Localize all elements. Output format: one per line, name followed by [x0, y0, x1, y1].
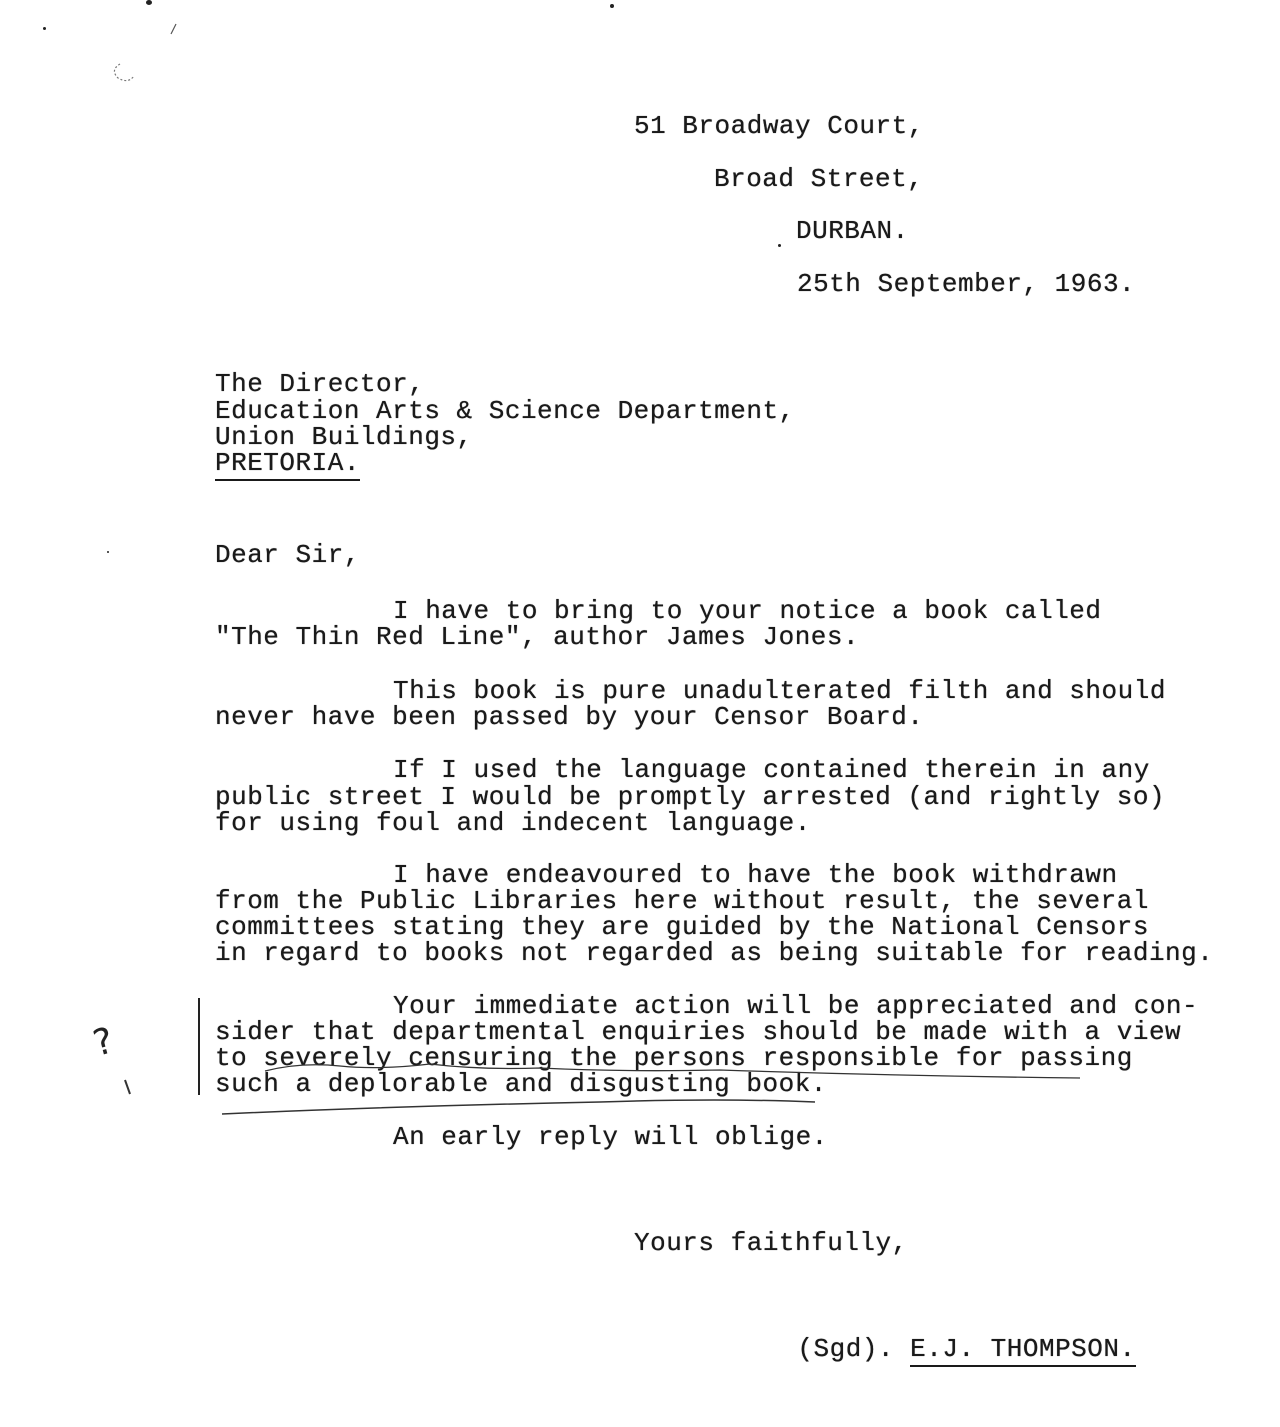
paragraph-5-line-2: sider that departmental enquiries should be made with a view: [215, 1017, 1182, 1047]
speck: [43, 27, 46, 30]
paragraph-4-line-3: committees stating they are guided by the National Censors: [215, 912, 1149, 942]
paragraph-2-line-2: never have been passed by your Censor Board.: [215, 702, 924, 732]
paragraph-6-line-1: An early reply will oblige.: [393, 1122, 828, 1152]
margin-sideline: [198, 998, 200, 1095]
sender-address-line1: 51 Broadway Court,: [634, 111, 924, 141]
paragraph-3-line-3: for using foul and indecent language.: [215, 808, 811, 838]
speck: [146, 0, 152, 5]
paragraph-2-line-1: This book is pure unadulterated filth and should: [393, 676, 1166, 706]
paragraph-4-line-4: in regard to books not regarded as being suitable for reading.: [215, 938, 1214, 968]
sender-city: DURBAN.: [796, 216, 909, 246]
margin-question-mark: ?: [89, 1020, 119, 1065]
signature-prefix: (Sgd).: [797, 1334, 895, 1364]
paragraph-5-line-1: Your immediate action will be appreciated and con-: [393, 991, 1199, 1021]
speck: [610, 4, 614, 8]
paragraph-5-line-4: such a deplorable and disgusting book.: [215, 1069, 827, 1099]
sender-address-line2: Broad Street,: [714, 164, 924, 194]
recipient-city: [215, 450, 360, 476]
recipient-line1: The Director,: [215, 369, 425, 399]
letter-date: 25th September, 1963.: [797, 269, 1136, 299]
paragraph-4-line-2: from the Public Libraries here without result, the several: [215, 886, 1149, 916]
paragraph-3-line-1: If I used the language contained therein in any: [393, 755, 1150, 785]
speck: [778, 244, 781, 247]
paragraph-3-line-2: public street I would be promptly arrested (and rightly so): [215, 782, 1166, 812]
recipient-line2: Education Arts & Science Department,: [215, 396, 795, 426]
paragraph-5-line-3: to severely censuring the persons responsible for passing: [215, 1043, 1133, 1073]
speck: [107, 551, 109, 553]
recipient-city-underlined: PRETORIA.: [215, 448, 360, 481]
recipient-line3: Union Buildings,: [215, 422, 473, 452]
paragraph-4-line-1: I have endeavoured to have the book withdrawn: [393, 860, 1118, 890]
paragraph-1-line-1: I have to bring to your notice a book called: [393, 596, 1102, 626]
signature-line: [733, 1310, 1136, 1388]
paragraph-1-line-2: "The Thin Red Line", author James Jones.: [215, 622, 860, 652]
signature-name: E.J. THOMPSON.: [910, 1334, 1135, 1367]
closing: Yours faithfully,: [634, 1228, 908, 1258]
salutation: Dear Sir,: [215, 540, 360, 570]
